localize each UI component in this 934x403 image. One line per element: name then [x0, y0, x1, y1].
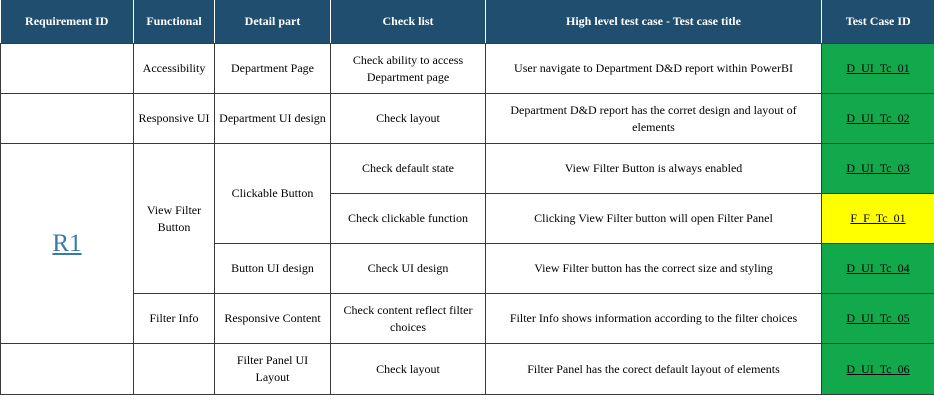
header-test-case-id: Test Case ID — [822, 0, 934, 44]
detail-cell[interactable]: Responsive Content — [215, 294, 331, 344]
requirement-cell[interactable] — [1, 44, 134, 94]
test-case-id-link[interactable]: D_UI_Tc_01 — [822, 44, 934, 94]
functional-cell[interactable]: Filter Info — [134, 294, 215, 344]
header-detail-part: Detail part — [215, 0, 331, 44]
table-row — [1, 144, 934, 194]
title-cell[interactable]: User navigate to Department D&D report within PowerBI — [486, 44, 822, 94]
title-cell[interactable]: Department D&D report has the corret design and layout of elements — [486, 94, 822, 144]
requirement-id-link[interactable]: R1 — [1, 144, 134, 344]
test-case-id-link[interactable]: F_F_Tc_01 — [822, 194, 934, 244]
header-row — [1, 0, 934, 44]
check-cell[interactable]: Check layout — [331, 344, 486, 395]
title-cell[interactable]: View Filter Button is always enabled — [486, 144, 822, 194]
requirement-cell[interactable] — [1, 344, 134, 395]
test-case-id-link[interactable]: D_UI_Tc_04 — [822, 244, 934, 294]
check-cell[interactable]: Check ability to access Department page — [331, 44, 486, 94]
header-functional: Functional — [134, 0, 215, 44]
table-row — [1, 94, 934, 144]
detail-cell[interactable]: Clickable Button — [215, 144, 331, 244]
requirement-cell[interactable] — [1, 94, 134, 144]
header-test-case-title: High level test case - Test case title — [486, 0, 822, 44]
table-row — [1, 294, 934, 344]
title-cell[interactable]: Filter Info shows information according to the filter choices — [486, 294, 822, 344]
functional-cell[interactable] — [134, 344, 215, 395]
header-check-list: Check list — [331, 0, 486, 44]
title-cell[interactable]: View Filter button has the correct size and styling — [486, 244, 822, 294]
detail-cell[interactable]: Department Page — [215, 44, 331, 94]
table-row — [1, 44, 934, 94]
test-case-id-link[interactable]: D_UI_Tc_05 — [822, 294, 934, 344]
test-case-id-link[interactable]: D_UI_Tc_06 — [822, 344, 934, 395]
title-cell[interactable]: Clicking View Filter button will open Filter Panel — [486, 194, 822, 244]
detail-cell[interactable]: Filter Panel UI Layout — [215, 344, 331, 395]
detail-cell[interactable]: Button UI design — [215, 244, 331, 294]
test-case-id-link[interactable]: D_UI_Tc_03 — [822, 144, 934, 194]
title-cell[interactable]: Filter Panel has the corect default layout of elements — [486, 344, 822, 395]
functional-cell[interactable]: Responsive UI — [134, 94, 215, 144]
functional-cell[interactable]: Accessibility — [134, 44, 215, 94]
check-cell[interactable]: Check content reflect filter choices — [331, 294, 486, 344]
functional-cell[interactable]: View Filter Button — [134, 144, 215, 294]
check-cell[interactable]: Check UI design — [331, 244, 486, 294]
check-cell[interactable]: Check default state — [331, 144, 486, 194]
check-cell[interactable]: Check clickable function — [331, 194, 486, 244]
table-row — [1, 344, 934, 395]
test-case-id-link[interactable]: D_UI_Tc_02 — [822, 94, 934, 144]
detail-cell[interactable]: Department UI design — [215, 94, 331, 144]
check-cell[interactable]: Check layout — [331, 94, 486, 144]
header-requirement-id: Requirement ID — [1, 0, 134, 44]
